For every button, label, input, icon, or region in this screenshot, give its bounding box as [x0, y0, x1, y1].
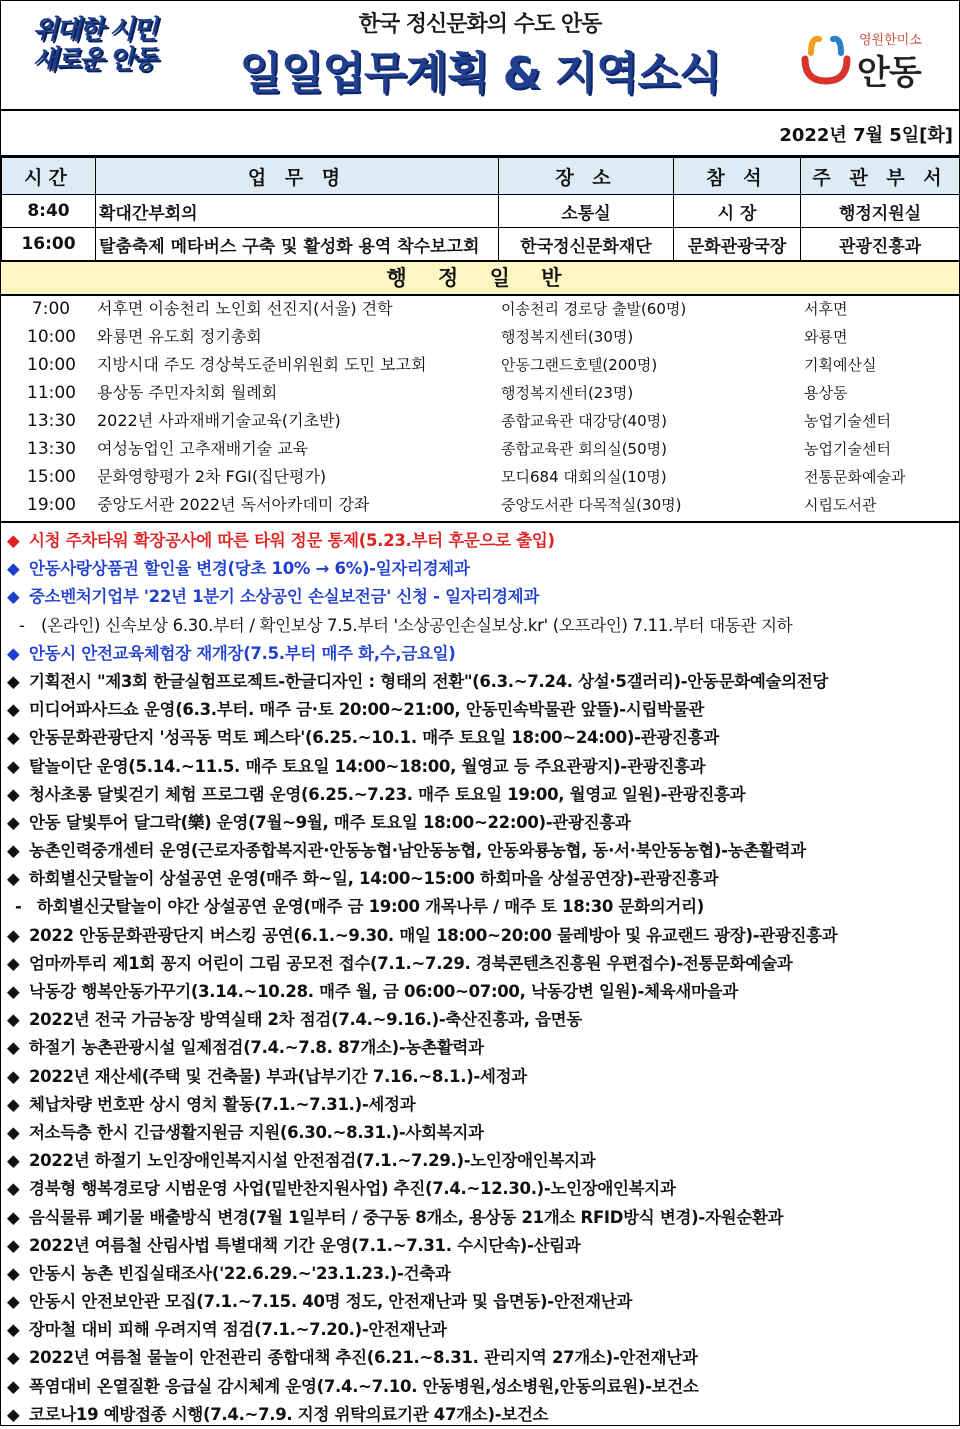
notice-item	[1, 555, 959, 583]
admin-title: 서후면 이송천리 노인회 선진지(서울) 견학	[97, 299, 393, 318]
diamond-bullet-icon: ◆	[7, 1235, 20, 1255]
notice-item	[1, 1316, 959, 1344]
notice-text: 2022년 하절기 노인장애인복지시설 안전점검(7.1.~7.29.)-노인장애인복지과	[29, 1151, 596, 1171]
table-row	[2, 228, 960, 261]
notice-text: 경북형 행복경로당 시범운영 사업(밑반찬지원사업) 추진(7.4.~12.30.)-노인장애인복지과	[29, 1179, 676, 1199]
notice-text: 안동 달빛투어 달그락(樂) 운영(7월~9월, 매주 토요일 18:00~22:00)-관광진흥과	[29, 812, 631, 832]
notice-item	[1, 1091, 959, 1119]
notice-item	[1, 1373, 959, 1401]
diamond-bullet-icon: ◆	[7, 1263, 20, 1283]
notice-text: 2022년 여름철 물놀이 안전관리 종합대책 추진(6.21.~8.31. 관리지역 27개소)-안전재난과	[29, 1348, 698, 1368]
cell-attendee: 시 장	[674, 195, 801, 228]
admin-dept: 용상동	[804, 384, 848, 402]
notice-text: 낙동강 행복안동가꾸기(3.14.~10.28. 매주 월, 금 06:00~07:00, 낙동강변 일원)-체육새마을과	[29, 982, 738, 1001]
diamond-bullet-icon: ◆	[7, 841, 20, 861]
list-item	[1, 491, 959, 519]
diamond-bullet-icon: ◆	[7, 1094, 20, 1114]
notice-item	[1, 1204, 959, 1232]
admin-dept: 농업기술센터	[804, 412, 891, 430]
notice-text: 장마철 대비 피해 우려지역 점검(7.1.~7.20.)-안전재난과	[29, 1320, 447, 1340]
admin-title: 문화영향평가 2차 FGI(집단평가)	[97, 467, 327, 486]
admin-time: 15:00	[27, 467, 76, 487]
schedule-header-row	[2, 158, 960, 195]
dash-bullet-icon: -	[19, 615, 25, 635]
notice-item	[1, 612, 959, 640]
date-row	[1, 111, 959, 157]
admin-title: 여성농업인 고추재배기술 교육	[97, 439, 309, 458]
admin-title: 2022년 사과재배기술교육(기초반)	[97, 411, 341, 430]
admin-time: 7:00	[31, 299, 71, 319]
cell-place: 소통실	[499, 195, 674, 228]
cell-task: 탈춤축제 메타버스 구축 및 활성화 용역 착수보고회	[96, 228, 499, 261]
list-item	[1, 295, 959, 323]
diamond-bullet-icon: ◆	[7, 1320, 20, 1340]
diamond-bullet-icon: ◆	[7, 812, 20, 832]
diamond-bullet-icon: ◆	[7, 1179, 20, 1199]
notice-text: 안동사랑상품권 할인율 변경(당초 10% → 6%)-일자리경제과	[29, 559, 470, 579]
diamond-bullet-icon: ◆	[7, 1404, 20, 1424]
notice-text: 체납차량 번호판 상시 영치 활동(7.1.~7.31.)-세정과	[29, 1094, 416, 1114]
notice-item	[1, 922, 959, 950]
document-date: 2022년 7월 5일[화]	[779, 125, 953, 146]
diamond-bullet-icon: ◆	[7, 643, 20, 663]
diamond-bullet-icon: ◆	[7, 728, 20, 748]
diamond-bullet-icon: ◆	[7, 1376, 20, 1396]
notice-item	[1, 1034, 959, 1062]
list-item	[1, 407, 959, 435]
dash-bullet-icon: -	[15, 897, 22, 917]
notice-text: 2022 안동문화관광단지 버스킹 공연(6.1.~9.30. 매일 18:00~20:00 물레방아 및 유교랜드 광장)-관광진흥과	[29, 925, 838, 945]
notice-text: 2022년 여름철 산림사법 특별대책 기간 운영(7.1.~7.31. 수시단속)-산림과	[29, 1235, 581, 1255]
admin-time: 13:30	[27, 439, 76, 459]
admin-title: 중앙도서관 2022년 독서아카데미 강좌	[97, 495, 370, 514]
diamond-bullet-icon: ◆	[7, 587, 20, 607]
diamond-bullet-icon: ◆	[7, 925, 20, 945]
notice-text: 저소득층 한시 긴급생활지원금 지원(6.30.~8.31.)-사회복지과	[29, 1122, 484, 1142]
diamond-bullet-icon: ◆	[7, 1010, 20, 1030]
notice-item	[1, 1006, 959, 1034]
list-item	[1, 379, 959, 407]
admin-title: 지방시대 주도 경상북도준비위원회 도민 보고회	[97, 355, 427, 374]
notice-item	[1, 696, 959, 724]
notice-text: 기획전시 "제3회 한글실험프로젝트-한글디자인 : 형태의 전환"(6.3.~7.24. 상설·5갤러리)-안동문화예술의전당	[29, 671, 829, 691]
header-subtitle: 한국 정신문화의 수도 안동	[358, 12, 602, 37]
admin-dept: 전통문화예술과	[804, 468, 906, 486]
notice-text: 2022년 전국 가금농장 방역실태 2차 점검(7.4.~9.16.)-축산진흥과, 읍면동	[29, 1010, 582, 1030]
notice-item	[1, 753, 959, 781]
admin-time: 19:00	[27, 495, 76, 515]
admin-section-title: 행 정 일 반	[1, 260, 959, 296]
diamond-bullet-icon: ◆	[7, 756, 20, 776]
admin-dept: 와룡면	[804, 328, 848, 346]
admin-place: 모디684 대회의실(10명)	[501, 468, 667, 486]
admin-title: 용상동 주민자치회 월례회	[97, 383, 278, 402]
header-place: 장 소	[499, 158, 674, 195]
diamond-bullet-icon: ◆	[7, 869, 20, 889]
schedule-table	[1, 157, 960, 261]
slogan-line-1: 위대한 시민	[32, 15, 156, 45]
notice-item	[1, 1260, 959, 1288]
notice-text: 안동시 안전보안관 모집(7.1.~7.15. 40명 정도, 안전재난과 및 읍면동)-안전재난과	[29, 1292, 633, 1312]
cell-attendee: 문화관광국장	[674, 228, 801, 261]
notice-item	[1, 1147, 959, 1175]
admin-dept: 서후면	[804, 300, 848, 318]
page-title: 일일업무계획 & 지역소식	[239, 48, 721, 99]
admin-dept: 기획예산실	[804, 356, 877, 374]
cell-dept: 관광진흥과	[801, 228, 960, 261]
notice-item	[1, 837, 959, 865]
notice-text: 코로나19 예방접종 시행(7.4.~7.9. 지정 위탁의료기관 47개소)-보건소	[29, 1404, 549, 1424]
diamond-bullet-icon: ◆	[7, 1066, 20, 1086]
notice-item	[1, 809, 959, 837]
notice-item	[1, 1401, 959, 1429]
cell-place: 한국정신문화재단	[499, 228, 674, 261]
notice-item	[1, 527, 959, 555]
notice-text: 중소벤처기업부 '22년 1분기 소상공인 손실보전금' 신청 - 일자리경제과	[29, 587, 539, 607]
notice-item	[1, 724, 959, 752]
admin-time: 10:00	[27, 327, 76, 347]
admin-time: 10:00	[27, 355, 76, 375]
notice-text: 엄마까투리 제1회 꽁지 어린이 그림 공모전 접수(7.1.~7.29. 경북콘텐츠진흥원 우편접수)-전통문화예술과	[29, 953, 793, 973]
diamond-bullet-icon: ◆	[7, 982, 20, 1001]
notice-item	[1, 978, 959, 1006]
diamond-bullet-icon: ◆	[7, 1348, 20, 1368]
notice-list	[1, 521, 959, 1429]
notice-item	[1, 781, 959, 809]
notice-text: 안동문화관광단지 '성곡동 먹토 페스타'(6.25.~10.1. 매주 토요일 18:00~24:00)-관광진흥과	[29, 728, 719, 748]
document-header	[1, 1, 959, 111]
logo-city-name: 안동	[857, 53, 921, 93]
diamond-bullet-icon: ◆	[7, 531, 20, 550]
diamond-bullet-icon: ◆	[7, 1151, 20, 1171]
admin-place: 안동그랜드호텔(200명)	[501, 356, 658, 374]
table-row	[2, 195, 960, 228]
admin-place: 이송천리 경로당 출발(60명)	[501, 300, 687, 318]
header-attendee: 참 석	[674, 158, 801, 195]
notice-text: 미디어파사드쇼 운영(6.3.부터. 매주 금·토 20:00~21:00, 안동민속박물관 앞뜰)-시립박물관	[29, 700, 704, 720]
admin-time: 11:00	[27, 383, 76, 403]
admin-place: 중앙도서관 다목적실(30명)	[501, 496, 682, 514]
notice-item	[1, 893, 959, 921]
list-item	[1, 435, 959, 463]
notice-item	[1, 1344, 959, 1372]
diamond-bullet-icon: ◆	[7, 1292, 20, 1312]
andong-logo	[797, 25, 937, 93]
admin-place: 종합교육관 대강당(40명)	[501, 412, 667, 430]
slogan-line-2: 새로운 안동	[32, 45, 156, 75]
diamond-bullet-icon: ◆	[7, 671, 20, 691]
diamond-bullet-icon: ◆	[7, 784, 20, 804]
header-task: 업 무 명	[96, 158, 499, 195]
notice-text: 안동시 안전교육체험장 재개장(7.5.부터 매주 화,수,금요일)	[29, 643, 456, 663]
notice-text: 하회별신굿탈놀이 상설공연 운영(매주 화~일, 14:00~15:00 하회마을 상설공연장)-관광진흥과	[29, 869, 719, 889]
diamond-bullet-icon: ◆	[7, 1122, 20, 1142]
cell-time: 8:40	[2, 195, 96, 228]
cell-dept: 행정지원실	[801, 195, 960, 228]
notice-item	[1, 1063, 959, 1091]
notice-item	[1, 1175, 959, 1203]
diamond-bullet-icon: ◆	[7, 700, 20, 720]
diamond-bullet-icon: ◆	[7, 1207, 20, 1227]
notice-text: 하회별신굿탈놀이 야간 상설공연 운영(매주 금 19:00 개목나루 / 매주 토 18:30 문화의거리)	[37, 897, 704, 917]
notice-item	[1, 865, 959, 893]
admin-schedule-list	[1, 295, 959, 519]
diamond-bullet-icon: ◆	[7, 953, 20, 973]
notice-text: 폭염대비 온열질환 응급실 감시체계 운영(7.4.~7.10. 안동병원,성소병원,안동의료원)-보건소	[29, 1376, 699, 1396]
notice-text: 안동시 농촌 빈집실태조사('22.6.29.~'23.1.23.)-건축과	[29, 1263, 451, 1283]
cell-task: 확대간부회의	[96, 195, 499, 228]
notice-text: 하절기 농촌관광시설 일제점검(7.4.~7.8. 87개소)-농촌활력과	[29, 1038, 484, 1058]
notice-text: 시청 주차타워 확장공사에 따른 타워 정문 통제(5.23.부터 후문으로 출입)	[29, 531, 555, 550]
logo-tagline: 영원한미소	[859, 33, 922, 48]
notice-text: 음식물류 폐기물 배출방식 변경(7월 1일부터 / 중구동 8개소, 용상동 21개소 RFID방식 변경)-자원순환과	[29, 1207, 784, 1227]
notice-item	[1, 1119, 959, 1147]
notice-text: 농촌인력중개센터 운영(근로자종합복지관·안동농협·남안동농협, 안동와룡농협, 동·서·북안동농협)-농촌활력과	[29, 841, 806, 861]
notice-text: 청사초롱 달빛걷기 체험 프로그램 운영(6.25.~7.23. 매주 토요일 19:00, 월영교 일원)-관광진흥과	[29, 784, 746, 804]
list-item	[1, 463, 959, 491]
notice-item	[1, 668, 959, 696]
notice-text: 2022년 재산세(주택 및 건축물) 부과(납부기간 7.16.~8.1.)-세정과	[29, 1066, 527, 1086]
admin-dept: 농업기술센터	[804, 440, 891, 458]
smile-logo-icon	[797, 29, 855, 87]
notice-text: (온라인) 신속보상 6.30.부터 / 확인보상 7.5.부터 '소상공인손실보상.kr' (오프라인) 7.11.부터 대동관 지하	[41, 615, 793, 635]
admin-place: 행정복지센터(30명)	[501, 328, 634, 346]
admin-title: 와룡면 유도회 정기총회	[97, 327, 262, 346]
admin-time: 13:30	[27, 411, 76, 431]
cell-time: 16:00	[2, 228, 96, 261]
diamond-bullet-icon: ◆	[7, 559, 20, 579]
header-dept: 주 관 부 서	[801, 158, 960, 195]
notice-item	[1, 950, 959, 978]
list-item	[1, 323, 959, 351]
notice-item	[1, 1288, 959, 1316]
notice-text: 탈놀이단 운영(5.14.~11.5. 매주 토요일 14:00~18:00, 월영교 등 주요관광지)-관광진흥과	[29, 756, 706, 776]
notice-item	[1, 583, 959, 611]
header-time: 시간	[2, 158, 96, 195]
notice-item	[1, 640, 959, 668]
admin-dept: 시립도서관	[804, 496, 877, 514]
list-item	[1, 351, 959, 379]
notice-item	[1, 1232, 959, 1260]
admin-place: 종합교육관 회의실(50명)	[501, 440, 667, 458]
diamond-bullet-icon: ◆	[7, 1038, 20, 1058]
admin-place: 행정복지센터(23명)	[501, 384, 634, 402]
